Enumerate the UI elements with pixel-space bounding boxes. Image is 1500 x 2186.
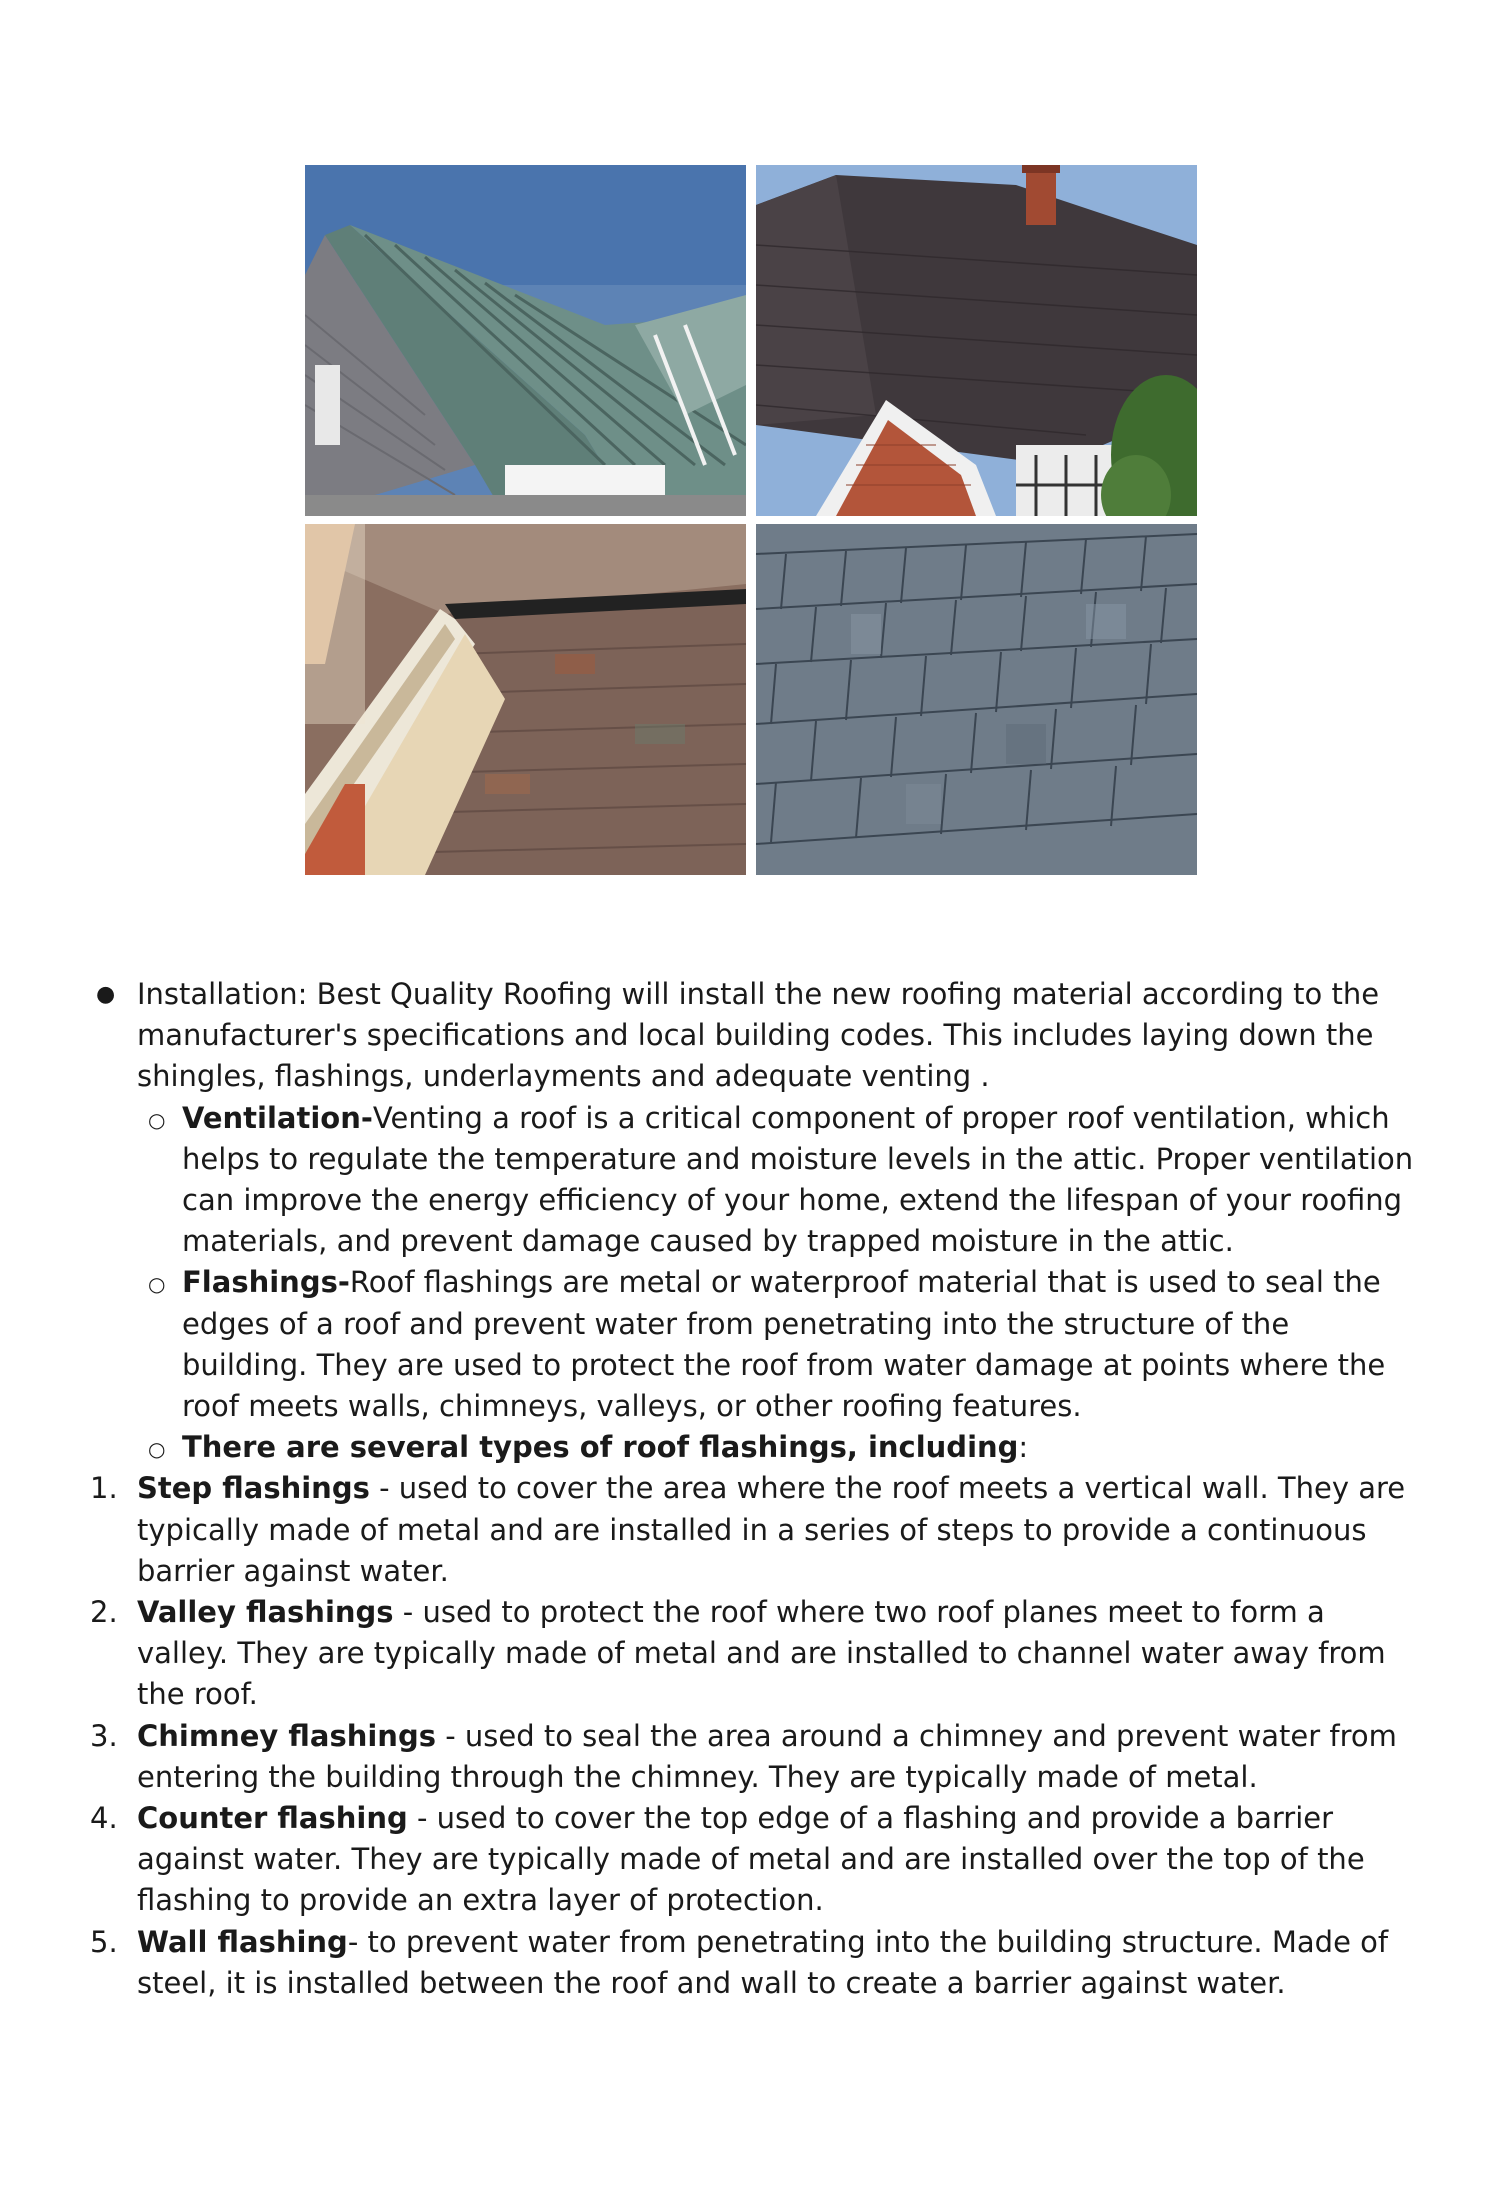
- flashings-text: Roof flashings are metal or waterproof material that is used to seal the edges of a roof and prevent water from penetrating into the structure of the building. They are used to protect the roof from water damage at points where the roof meets walls, chimneys, valleys, or other roofing features.: [182, 1265, 1386, 1424]
- circle-bullet-icon: ○: [148, 1107, 166, 1132]
- flashing-types-intro: [90, 1427, 1420, 1468]
- list-item-chimney-flashings: [90, 1716, 1420, 1798]
- asphalt-shingle-roof-photo: [305, 524, 746, 875]
- flashings-item: [90, 1262, 1420, 1427]
- list-item-term: Step flashings: [137, 1471, 370, 1506]
- list-item-valley-flashings: [90, 1592, 1420, 1716]
- list-item-step-flashings: [90, 1468, 1420, 1592]
- list-number: 4.: [90, 1801, 118, 1836]
- circle-bullet-icon: ○: [148, 1437, 166, 1462]
- list-item-text: - used to protect the roof where two roof planes meet to form a valley. They are typically made of metal and are installed to channel water away from the roof.: [137, 1595, 1386, 1712]
- flashings-term: Flashings-: [182, 1265, 350, 1300]
- document-body: [90, 974, 1420, 2004]
- list-item-text: - to prevent water from penetrating into the building structure. Made of steel, it is installed between the roof and wall to create a barrier against water.: [137, 1924, 1389, 2000]
- installation-item: [90, 974, 1420, 1098]
- slate-tile-roof-photo: [756, 524, 1197, 875]
- list-number: 5.: [90, 1924, 118, 1959]
- list-item-term: Counter flashing: [137, 1801, 408, 1836]
- flashing-types-intro-colon: :: [1018, 1430, 1029, 1465]
- ventilation-term: Ventilation-: [182, 1100, 373, 1135]
- list-item-wall-flashing: [90, 1922, 1420, 2004]
- list-item-text: - used to cover the top edge of a flashing and provide a barrier against water. They are typically made of metal and are installed over the top of the flashing to provide an extra layer of protection.: [137, 1801, 1365, 1918]
- list-item-term: Chimney flashings: [137, 1718, 436, 1753]
- dark-stone-coated-roof-photo: [756, 165, 1197, 516]
- circle-bullet-icon: ○: [148, 1272, 166, 1297]
- roof-photo-collage: [305, 165, 1197, 875]
- metal-standing-seam-roof-photo: [305, 165, 746, 516]
- list-item-text: - used to seal the area around a chimney and prevent water from entering the building through the chimney. They are typically made of metal.: [137, 1718, 1397, 1794]
- list-item-counter-flashing: [90, 1798, 1420, 1922]
- flashing-types-intro-term: There are several types of roof flashings, including: [182, 1430, 1019, 1465]
- ventilation-item: [90, 1098, 1420, 1263]
- installation-text: Installation: Best Quality Roofing will install the new roofing material according to the manufacturer's specifications and local building codes. This includes laying down the shingles, flashings, underlayments and adequate venting .: [137, 977, 1380, 1094]
- list-number: 3.: [90, 1718, 118, 1753]
- ventilation-text: Venting a roof is a critical component of proper roof ventilation, which helps to regulate the temperature and moisture levels in the attic. Proper ventilation can improve the energy efficiency of your home, extend the lifespan of your roofing materials, and prevent damage caused by trapped moisture in the attic.: [182, 1100, 1414, 1259]
- list-item-text: - used to cover the area where the roof meets a vertical wall. They are typically made of metal and are installed in a series of steps to provide a continuous barrier against water.: [137, 1471, 1406, 1588]
- list-item-term: Valley flashings: [137, 1595, 394, 1630]
- list-number: 2.: [90, 1595, 118, 1630]
- list-number: 1.: [90, 1471, 118, 1506]
- bullet-icon: ●: [96, 982, 116, 1007]
- list-item-term: Wall flashing: [137, 1924, 348, 1959]
